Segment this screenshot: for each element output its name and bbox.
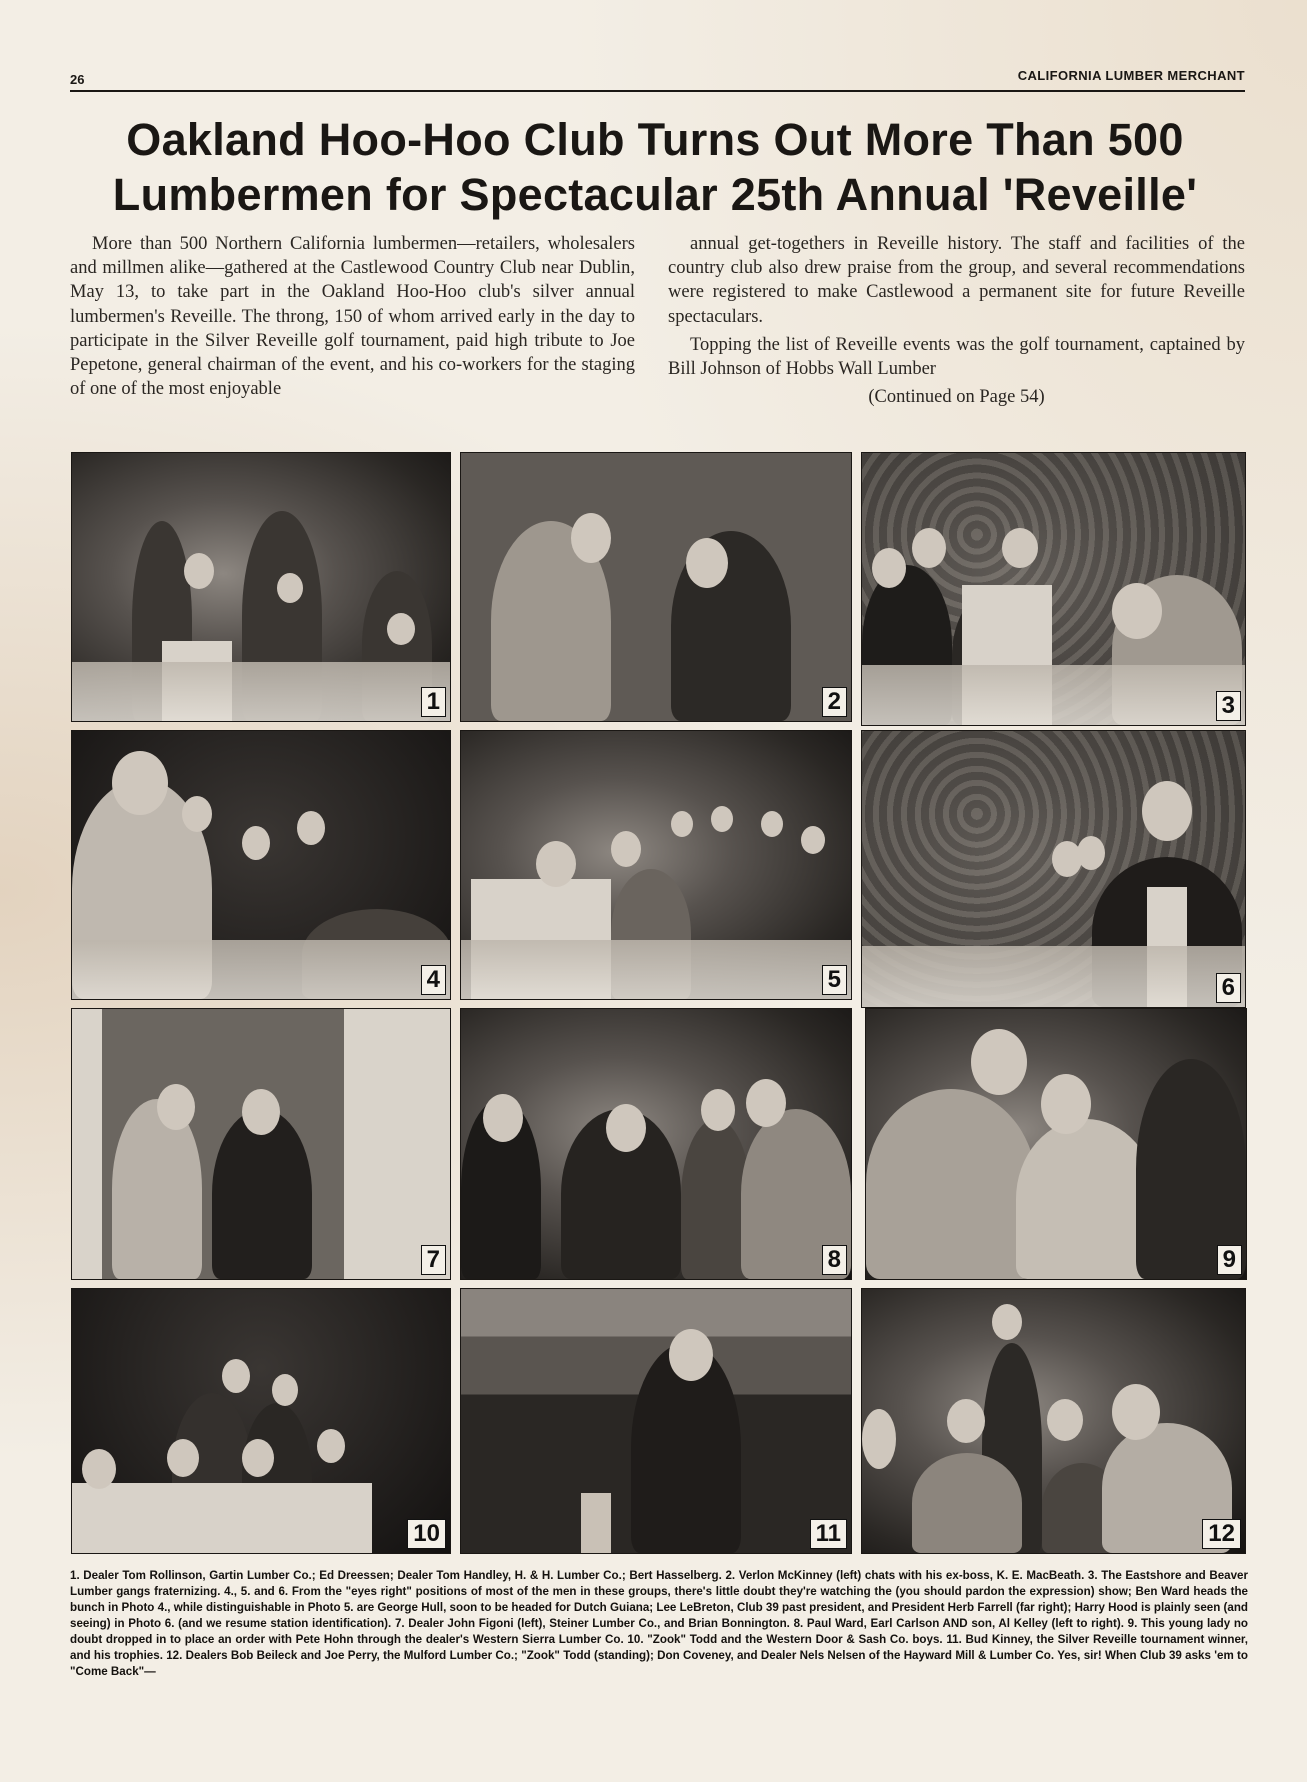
page-header xyxy=(70,66,1245,92)
photo-8 xyxy=(460,1008,852,1280)
article-paragraph: More than 500 Northern California lumbermen—retailers, wholesalers and millmen alike—gathered at the Castlewood Country Club near Dublin, May 13, to take part in the Oakland Hoo-Hoo club's silver annual lumbermen's Reveille. The throng, 150 of whom arrived early in the day to participate in the Silver Reveille golf tournament, paid high tribute to Joe Pepetone, general chairman of the event, and his co-workers for the staging of one of the most enjoyable xyxy=(70,234,635,400)
photo-2 xyxy=(460,452,852,722)
photo-number: 3 xyxy=(1216,691,1241,721)
photo-number: 5 xyxy=(822,965,847,995)
photo-12 xyxy=(861,1288,1246,1554)
photo-number: 4 xyxy=(421,965,446,995)
article-paragraph: annual get-togethers in Reveille history. The staff and facilities of the country club also drew praise from the group, and several recommendations were registered to make Castlewood a permanent site for future Reveille spectaculars. xyxy=(668,234,1245,327)
article-headline xyxy=(60,112,1250,222)
photo-4 xyxy=(71,730,451,1000)
photo-number: 12 xyxy=(1202,1519,1241,1549)
photo-number: 10 xyxy=(407,1519,446,1549)
photo-10 xyxy=(71,1288,451,1554)
photo-number: 6 xyxy=(1216,973,1241,1003)
headline-line-2: Lumbermen for Spectacular 25th Annual 'Reveille' xyxy=(112,169,1198,220)
article-paragraph: Topping the list of Reveille events was the golf tournament, captained by Bill Johnson of Hobbs Wall Lumber xyxy=(668,334,1245,380)
headline-line-1: Oakland Hoo-Hoo Club Turns Out More Than 500 xyxy=(126,114,1184,165)
photo-7 xyxy=(71,1008,451,1280)
photo-6 xyxy=(861,730,1246,1008)
photo-number: 2 xyxy=(822,687,847,717)
publication-name: CALIFORNIA LUMBER MERCHANT xyxy=(1017,68,1245,83)
photo-9 xyxy=(865,1008,1247,1280)
continued-note: (Continued on Page 54) xyxy=(868,387,1045,408)
page-number: 26 xyxy=(70,72,85,87)
photo-caption: 1. Dealer Tom Rollinson, Gartin Lumber Co.; Ed Dreessen; Dealer Tom Handley, H. & H. Lumber Co.; Bert Hasselberg. 2. Verlon McKinney (left) chats with his ex-boss, K. E. MacBeath. 3. The Eastshore and Beaver Lumber gangs fraternizing. 4., 5. and 6. From the "eyes right" positions of most of the men in these groups, there's little doubt they're watching the (you should pardon the expression) show; Ben Ward heads the bunch in Photo 4., while distinguishable in Photo 5. are George Hull, soon to be headed for Dutch Guiana; Lee LeBreton, Club 39 past president, and President Herb Farrell (far right); Harry Hood is plainly seen (and seeing) in Photo 6. (and we resume station identification). 7. Dealer John Figoni (left), Steiner Lumber Co., and Brian Bonnington. 8. Paul Ward, Earl Carlson AND son, Al Kelley (left to right). 9. This young lady no doubt dropped in to place an order with Pete Hohn through the dealer's Western Sierra Lumber Co. 10. "Zook" Todd and the Western Door & Sash Co. boys. 11. Bud Kinney, the Silver Reveille tournament winner, and his trophies. 12. Dealers Bob Beileck and Joe Perry, the Mulford Lumber Co.; "Zook" Todd (standing); Don Coveney, and Dealer Nels Nelsen of the Hayward Mill & Lumber Co. Yes, sir! When Club 39 asks 'em to "Come Back"— xyxy=(70,1569,1248,1678)
photo-number: 8 xyxy=(822,1245,847,1275)
photo-3 xyxy=(861,452,1246,726)
article-column-1 xyxy=(70,232,635,401)
photo-number: 7 xyxy=(421,1245,446,1275)
article-column-2 xyxy=(668,232,1245,409)
photo-1 xyxy=(71,452,451,722)
photo-11 xyxy=(460,1288,852,1554)
photo-number: 9 xyxy=(1217,1245,1242,1275)
photo-5 xyxy=(460,730,852,1000)
photo-number: 11 xyxy=(810,1519,847,1549)
photo-number: 1 xyxy=(421,687,446,717)
